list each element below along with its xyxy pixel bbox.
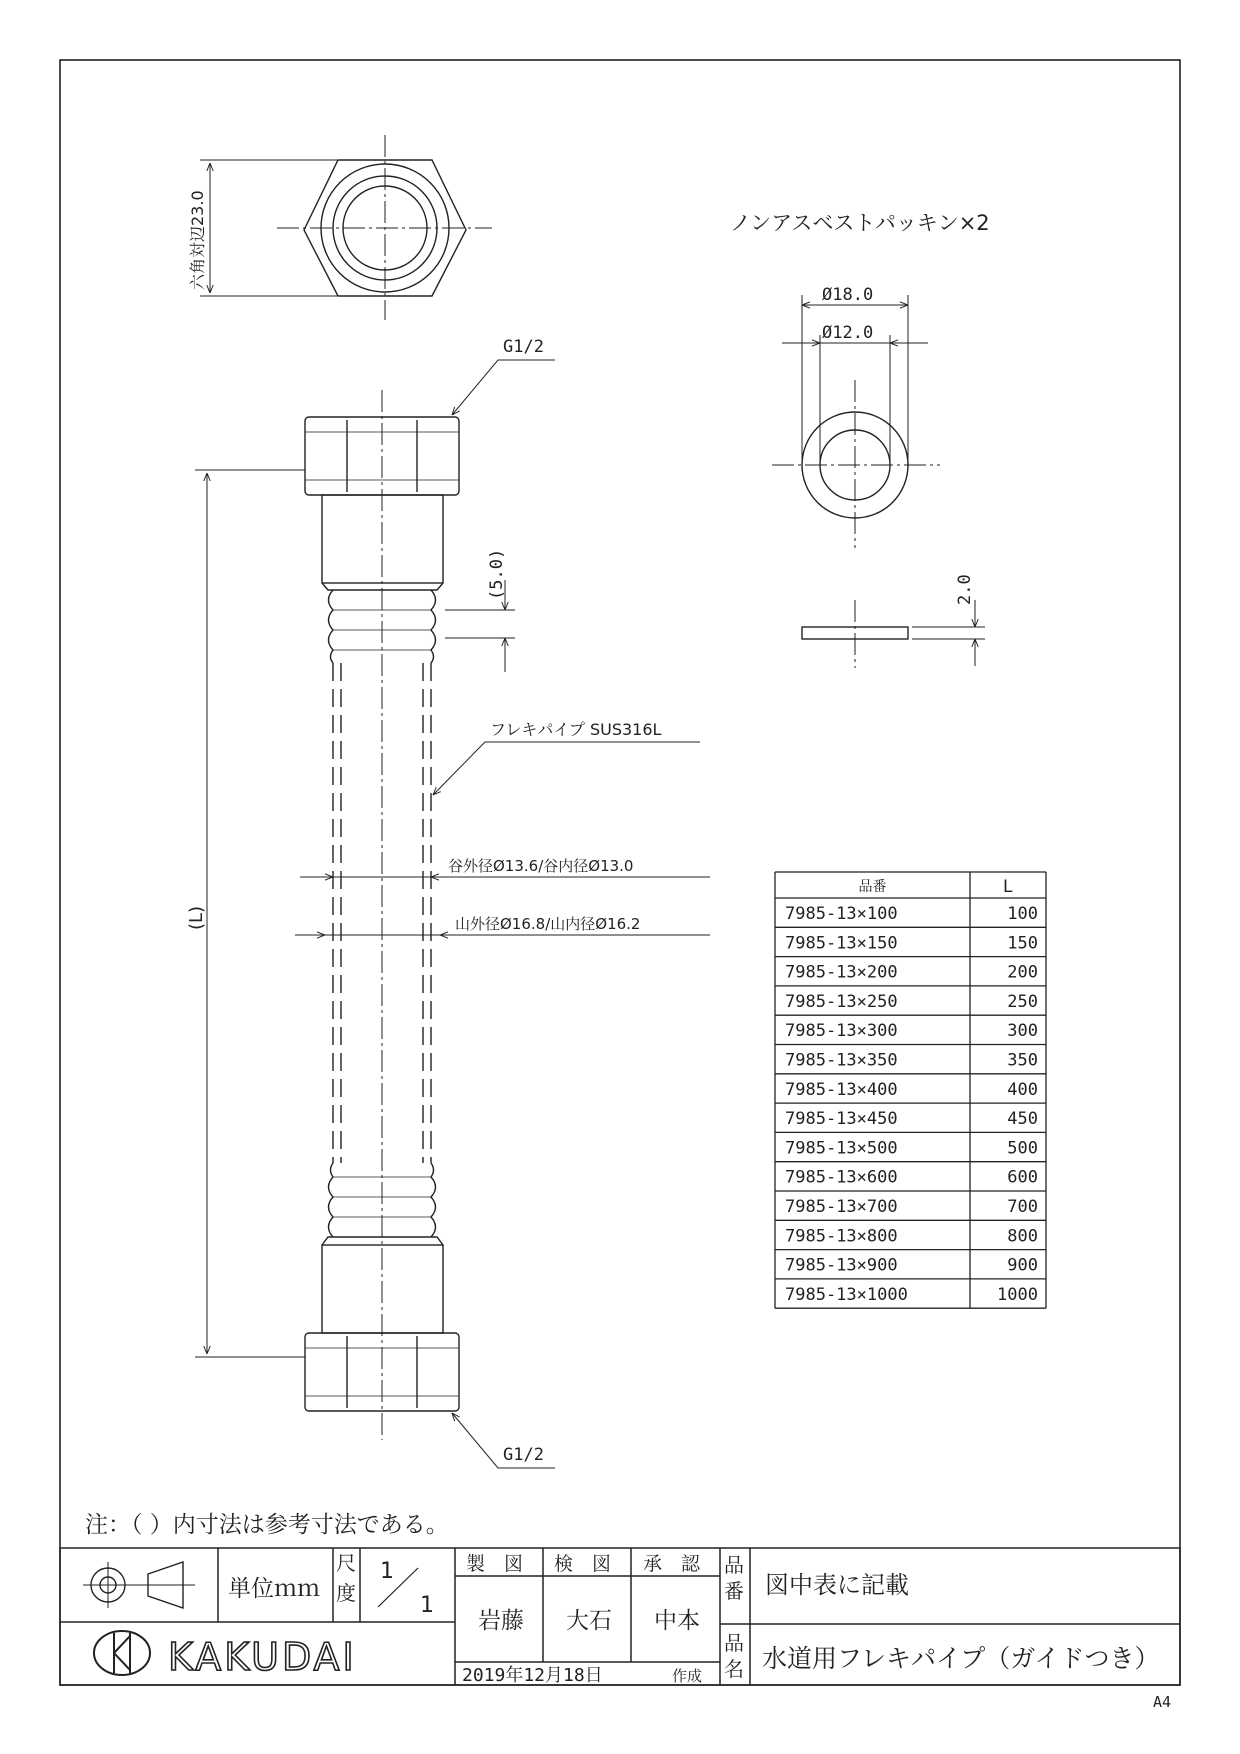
table-cell-length: 400 [1007, 1079, 1038, 1100]
table-cell-length: 100 [1007, 904, 1038, 924]
length-dimension [195, 470, 305, 1357]
table-cell-part-number: 7985-13×100 [785, 904, 898, 924]
scale-numerator: 1 [380, 1559, 394, 1584]
table-cell-length: 250 [1007, 991, 1038, 1012]
packing-outer-diameter: Ø18.0 [822, 285, 874, 305]
thread-leaders [433, 360, 700, 1468]
pipe-material-label: フレキパイプ SUS316L [490, 720, 662, 739]
hex-nut-top-view [200, 135, 492, 320]
table-cell-length: 500 [1007, 1138, 1038, 1159]
packing-thickness: 2.0 [955, 574, 975, 605]
table-cell-part-number: 7985-13×1000 [785, 1284, 908, 1305]
approved-header: 承 認 [643, 1553, 701, 1575]
table-cell-length: 1000 [997, 1284, 1038, 1305]
table-cell-part-number: 7985-13×600 [785, 1167, 898, 1188]
brand-name: KAKUDAI [168, 1635, 357, 1679]
table-cell-length: 200 [1007, 962, 1038, 983]
sheet-size: A4 [1153, 1693, 1172, 1711]
valley-diameter-label: 谷外径Ø13.6/谷内径Ø13.0 [448, 857, 634, 875]
table-cell-part-number: 7985-13×400 [785, 1079, 898, 1100]
product-name-value: 水道用フレキパイプ（ガイドつき） [762, 1644, 1160, 1673]
third-angle-projection-symbol [83, 1562, 195, 1608]
table-cell-part-number: 7985-13×900 [785, 1255, 898, 1276]
checked-by-name: 大石 [566, 1608, 612, 1634]
checked-header: 検 図 [554, 1553, 612, 1575]
pitch-reference: (5.0) [487, 548, 507, 600]
packing-drawing [772, 295, 985, 668]
part-number-label-1: 品 [724, 1553, 744, 1577]
table-cell-length: 450 [1007, 1109, 1038, 1130]
thread-bottom-label: G1/2 [503, 1445, 544, 1465]
thread-top-label: G1/2 [503, 337, 544, 357]
part-number-label-2: 番 [724, 1579, 744, 1603]
packing-inner-diameter: Ø12.0 [822, 323, 874, 343]
table-cell-length: 300 [1007, 1021, 1038, 1042]
hex-width-dimension: 六角対辺23.0 [188, 190, 207, 290]
table-cell-length: 700 [1007, 1197, 1038, 1217]
scale-label-1: 尺 [336, 1551, 356, 1575]
scale-label-2: 度 [336, 1581, 356, 1605]
unit-label: 単位ｍｍ [228, 1576, 320, 1602]
table-cell-part-number: 7985-13×200 [785, 962, 898, 983]
creation-date: 2019年12月18日 [462, 1665, 603, 1686]
approved-by-name: 中本 [654, 1608, 700, 1634]
kakudai-logo-mark [94, 1631, 150, 1675]
pipe-elevation [305, 390, 459, 1440]
table-cell-length: 900 [1007, 1255, 1038, 1276]
drawn-header: 製 図 [466, 1553, 524, 1575]
table-cell-part-number: 7985-13×800 [785, 1226, 898, 1247]
table-cell-part-number: 7985-13×450 [785, 1109, 898, 1130]
created-label: 作成 [672, 1667, 703, 1685]
product-name-label-2: 名 [724, 1657, 744, 1681]
reference-note: 注：（ ）内寸法は参考寸法である。 [85, 1512, 449, 1538]
table-cell-part-number: 7985-13×250 [785, 991, 898, 1012]
table-cell-part-number: 7985-13×150 [785, 933, 898, 954]
peak-diameter-label: 山外径Ø16.8/山内径Ø16.2 [455, 915, 641, 933]
part-number-table [775, 872, 1046, 1308]
table-cell-length: 350 [1007, 1050, 1038, 1071]
drawn-by-name: 岩藤 [478, 1608, 524, 1634]
length-label: (L) [186, 905, 207, 930]
table-cell-length: 800 [1007, 1226, 1038, 1247]
table-cell-part-number: 7985-13×700 [785, 1197, 898, 1217]
table-cell-length: 600 [1007, 1167, 1038, 1188]
part-number-value: 図中表に記載 [765, 1571, 909, 1599]
product-name-label-1: 品 [724, 1631, 744, 1655]
packing-title: ノンアスベストパッキン×2 [730, 211, 990, 235]
table-header-part-number: 品番 [858, 879, 887, 895]
scale-denominator: 1 [420, 1593, 434, 1618]
table-cell-part-number: 7985-13×500 [785, 1138, 898, 1159]
table-cell-length: 150 [1007, 933, 1038, 954]
table-header-length: L [1002, 877, 1014, 897]
table-cell-part-number: 7985-13×300 [785, 1021, 898, 1042]
table-cell-part-number: 7985-13×350 [785, 1050, 898, 1071]
